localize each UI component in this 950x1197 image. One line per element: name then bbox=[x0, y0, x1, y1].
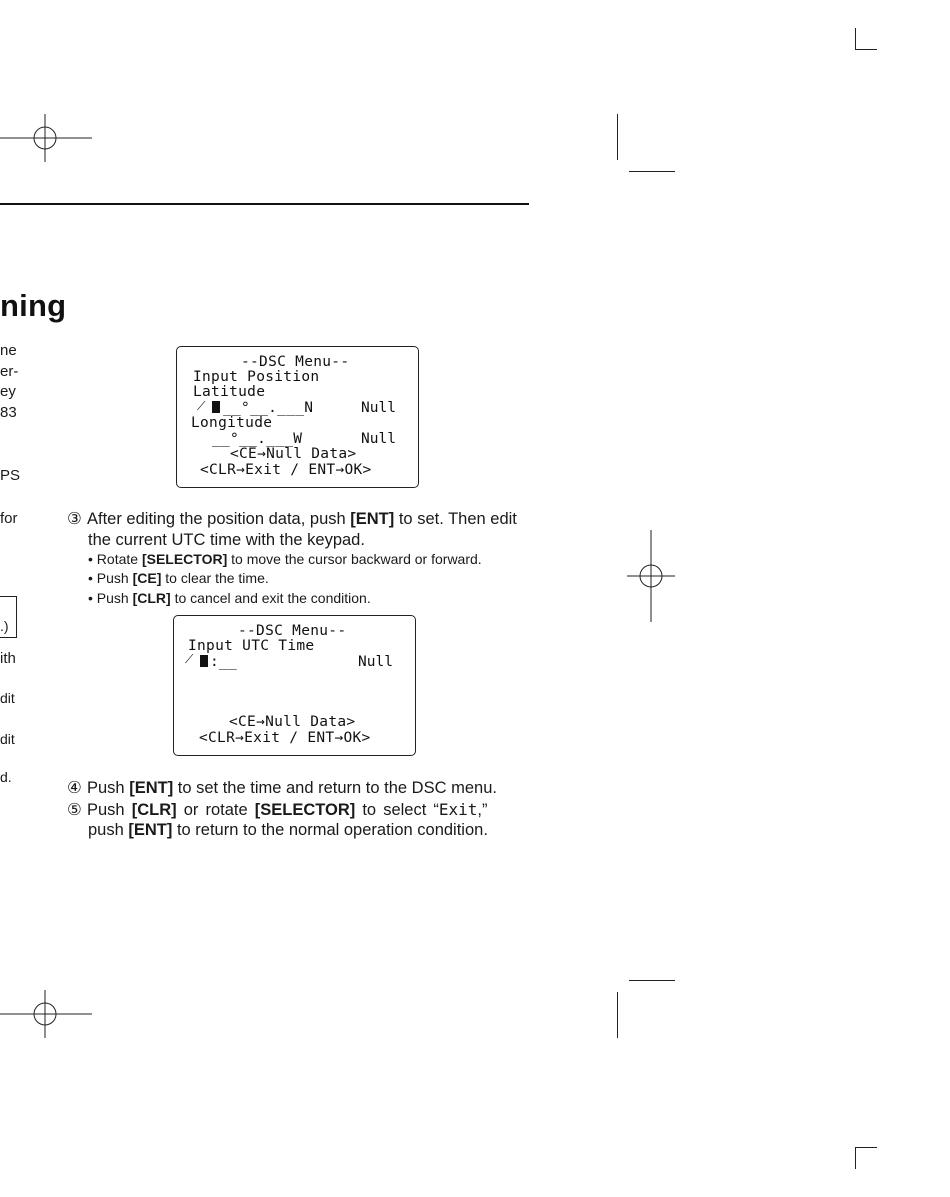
lcd-time-status: Null bbox=[358, 654, 393, 670]
left-fragment: ith bbox=[0, 650, 16, 667]
left-fragment: ey bbox=[0, 383, 16, 400]
cursor-blink-icon: ⟋ bbox=[185, 652, 194, 666]
key-ent: [ENT] bbox=[128, 821, 173, 839]
lcd-position-screen bbox=[176, 346, 419, 488]
lcd-hint-null: <CE→Null Data> bbox=[229, 714, 356, 730]
registration-mark-top-left bbox=[0, 92, 92, 184]
left-fragment: .) bbox=[0, 618, 9, 634]
step-3: ③ After editing the position data, push [ENT] to set. Then edit bbox=[67, 510, 517, 528]
exit-lcd-text: Exit bbox=[438, 800, 478, 819]
step-number: ③ bbox=[67, 510, 82, 528]
key-ent: [ENT] bbox=[129, 779, 174, 797]
left-fragment: PS bbox=[0, 467, 21, 484]
crop-mark-bottom-right-h bbox=[855, 1147, 877, 1148]
lcd-time-value: :__ bbox=[210, 654, 238, 670]
trim-line-upper-h bbox=[629, 171, 675, 172]
left-fragment: 83 bbox=[0, 404, 17, 421]
step-5: ⑤ Push [CLR] or rotate [SELECTOR] to select “Exit,” bbox=[67, 800, 488, 819]
left-fragment: for bbox=[0, 510, 18, 527]
crop-mark-top-right-h bbox=[855, 49, 877, 50]
lcd-hint-exit: <CLR→Exit / ENT→OK> bbox=[199, 730, 371, 746]
lcd-hint-exit: <CLR→Exit / ENT→OK> bbox=[200, 462, 372, 478]
lcd-title: --DSC Menu-- bbox=[241, 354, 350, 370]
section-heading: ning bbox=[0, 288, 67, 323]
registration-mark-right-middle bbox=[605, 530, 697, 622]
bullet-selector: • Rotate [SELECTOR] to move the cursor backward or forward. bbox=[88, 551, 482, 567]
lcd-cursor bbox=[212, 401, 220, 413]
trim-line-lower-h bbox=[629, 980, 675, 981]
left-fragment: ne bbox=[0, 342, 17, 359]
lcd-longitude-label: Longitude bbox=[191, 415, 273, 431]
lcd-input-position: Input Position bbox=[193, 369, 320, 385]
lcd-title: --DSC Menu-- bbox=[238, 623, 347, 639]
key-ent: [ENT] bbox=[350, 510, 395, 528]
lcd-utc-screen bbox=[173, 615, 416, 756]
lcd-longitude-status: Null bbox=[361, 431, 396, 447]
crop-mark-top-right-v bbox=[855, 28, 856, 50]
lcd-longitude-value: __°__.___W bbox=[212, 431, 303, 447]
step-5-continued: push [ENT] to return to the normal operation condition. bbox=[88, 821, 488, 839]
lcd-latitude-status: Null bbox=[361, 400, 396, 416]
header-rule bbox=[0, 203, 529, 205]
cursor-blink-icon: ⟋ bbox=[197, 399, 206, 413]
key-clr: [CLR] bbox=[131, 801, 177, 819]
trim-line-upper-v bbox=[617, 114, 618, 160]
lcd-cursor bbox=[200, 655, 208, 667]
step-number: ④ bbox=[67, 779, 82, 797]
key-selector: [SELECTOR] bbox=[254, 801, 356, 819]
trim-line-lower-v bbox=[617, 992, 618, 1038]
lcd-input-utc: Input UTC Time bbox=[188, 638, 315, 654]
left-fragment: er- bbox=[0, 363, 19, 380]
bullet-clr: • Push [CLR] to cancel and exit the condition. bbox=[88, 590, 371, 606]
step-4: ④ Push [ENT] to set the time and return to the DSC menu. bbox=[67, 779, 497, 797]
left-fragment: dit bbox=[0, 690, 15, 706]
registration-mark-bottom-left bbox=[0, 968, 92, 1060]
lcd-latitude-value: __°__.___N bbox=[223, 400, 314, 416]
left-fragment: d. bbox=[0, 769, 12, 785]
step-number: ⑤ bbox=[67, 801, 82, 819]
lcd-hint-null: <CE→Null Data> bbox=[230, 446, 357, 462]
crop-mark-bottom-right-v bbox=[855, 1147, 856, 1169]
left-fragment: dit bbox=[0, 731, 15, 747]
step-3-continued: the current UTC time with the keypad. bbox=[88, 531, 365, 549]
lcd-latitude-label: Latitude bbox=[193, 384, 266, 400]
bullet-ce: • Push [CE] to clear the time. bbox=[88, 570, 269, 586]
